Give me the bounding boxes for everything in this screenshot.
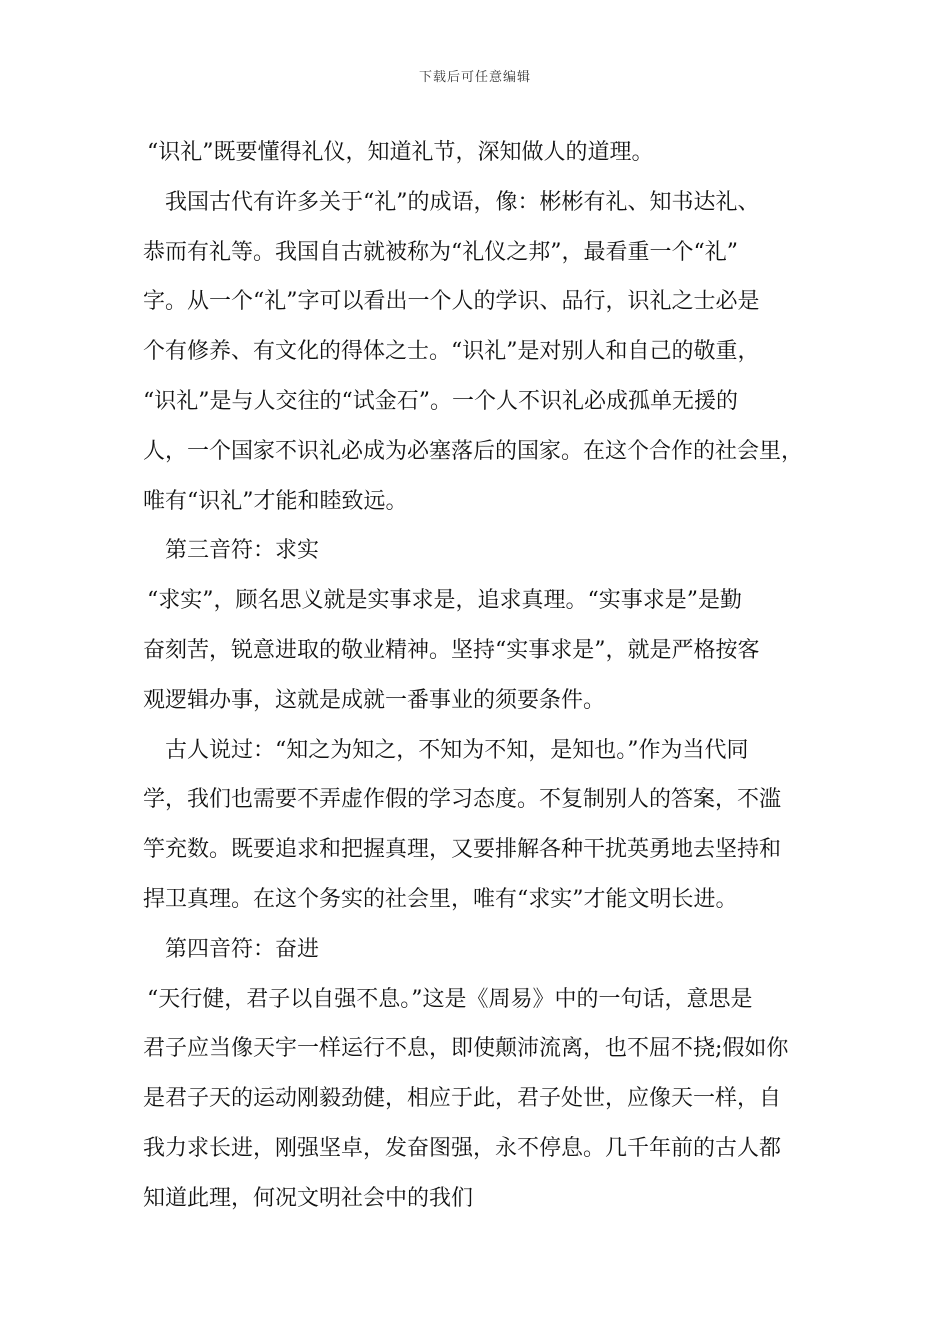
text-line: 是君子天的运动刚毅劲健，相应于此，君子处世，应像天一样，自	[143, 1086, 782, 1112]
document-body	[143, 128, 823, 1224]
text-line: 竽充数。既要追求和把握真理，又要排解各种干扰英勇地去坚持和	[143, 837, 782, 863]
section-heading: 第三音符：求实	[165, 538, 320, 564]
text-line: 知道此理，何况文明社会中的我们	[143, 1185, 474, 1211]
text-line: 奋刻苦，锐意进取的敬业精神。坚持“实事求是”，就是严格按客	[143, 637, 760, 663]
section-heading: 第四音符：奋进	[165, 936, 320, 962]
text-line: 观逻辑办事，这就是成就一番事业的须要条件。	[143, 687, 606, 713]
text-line: “识礼”是与人交往的“试金石”。一个人不识礼必成孤单无援的	[143, 388, 738, 414]
text-line: 唯有“识礼”才能和睦致远。	[143, 488, 408, 514]
text-line: 我国古代有许多关于“礼”的成语，像：彬彬有礼、知书达礼、	[165, 189, 760, 215]
text-line: “天行健，君子以自强不息。”这是《周易》中的一句话，意思是	[147, 986, 753, 1012]
text-line: 古人说过：“知之为知之，不知为不知，是知也。”作为当代同	[165, 737, 749, 763]
text-line: 字。从一个“礼”字可以看出一个人的学识、品行，识礼之士必是	[143, 289, 760, 315]
text-line: “求实”，顾名思义就是实事求是，追求真理。“实事求是”是勤	[147, 588, 742, 614]
text-line: 我力求长进，刚强坚卓，发奋图强，永不停息。几千年前的古人都	[143, 1135, 782, 1161]
text-line: 个有修养、有文化的得体之士。“识礼”是对别人和自己的敬重，	[143, 339, 760, 365]
text-line: “识礼”既要懂得礼仪，知道礼节，深知做人的道理。	[147, 140, 654, 165]
text-line: 人，一个国家不识礼必成为必塞落后的国家。在这个合作的社会里，	[143, 438, 804, 464]
page-header: 下载后可任意编辑	[418, 70, 531, 85]
text-line: 君子应当像天宇一样运行不息，即使颠沛流离，也不屈不挠;假如你	[143, 1036, 789, 1062]
text-line: 恭而有礼等。我国自古就被称为“礼仪之邦”，最看重一个“礼”	[143, 239, 738, 265]
text-line: 捍卫真理。在这个务实的社会里，唯有“求实”才能文明长进。	[143, 886, 738, 912]
text-line: 学，我们也需要不弄虚作假的学习态度。不复制别人的答案，不滥	[143, 787, 782, 813]
